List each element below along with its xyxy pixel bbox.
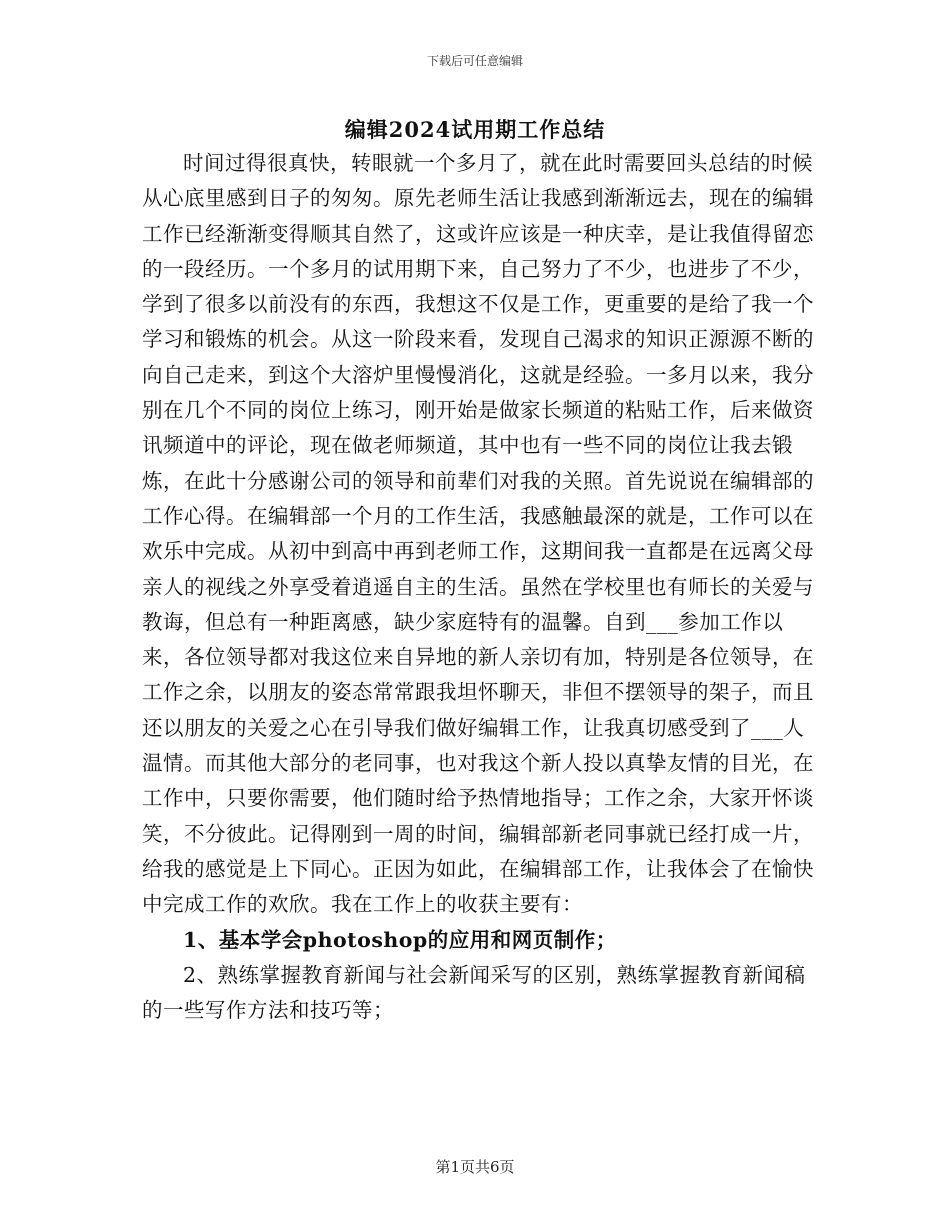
body-paragraph: 时间过得很真快，转眼就一个多月了，就在此时需要回头总结的时候从心底里感到日子的匆匆。原先老师生活让我感到渐渐远去，现在的编辑工作已经渐渐变得顺其自然了，这或许应该是一种庆幸，是让我值得留恋的一段经历。一个多月的试用期下来，自己努力了不少，也进步了不少，学到了很多以前没有的东西，我想这不仅是工作，更重要的是给了我一个学习和锻炼的机会。从这一阶段来看，发现自己渴求的知识正源源不断的向自己走来，到这个大溶炉里慢慢消化，这就是经验。一多月以来，我分别在几个不同的岗位上练习，刚开始是做家长频道的粘贴工作，后来做资讯频道中的评论，现在做老师频道，其中也有一些不同的岗位让我去锻炼，在此十分感谢公司的领导和前辈们对我的关照。首先说说在编辑部的工作心得。在编辑部一个月的工作生活，我感触最深的就是，工作可以在欢乐中完成。从初中到高中再到老师工作，这期间我一直都是在远离父母亲人的视线之外享受着逍遥自主的生活。虽然在学校里也有师长的关爱与教诲，但总有一种距离感，缺少家庭特有的温馨。自到___参加工作以来，各位领导都对我这位来自异地的新人亲切有加，特别是各位领导，在工作之余，以朋友的姿态常常跟我坦怀聊天，非但不摆领导的架子，而且还以朋友的关爱之心在引导我们做好编辑工作，让我真切感受到了___人温情。而其他大部分的老同事，也对我这个新人投以真挚友情的目光，在工作中，只要你需要，他们随时给予热情地指导；工作之余，大家开怀谈笑，不分彼此。记得刚到一周的时间，编辑部新老同事就已经打成一片，给我的感觉是上下同心。正因为如此，在编辑部工作，让我体会了在愉快中完成工作的欢欣。我在工作上的收获主要有： [142,151,814,917]
page-number: 第1页共6页 [435,1158,515,1176]
page-header-note: 下载后可任意编辑 [426,54,523,68]
document-title: 编辑2024试用期工作总结 [344,117,606,142]
list-item-photoshop: 1、基本学会photoshop的应用和网页制作； [183,927,617,952]
document-body [142,146,822,1028]
list-item-news-writing: 2、熟练掌握教育新闻与社会新闻采写的区别，熟练掌握教育新闻稿的一些写作方法和技巧等； [142,962,806,1023]
